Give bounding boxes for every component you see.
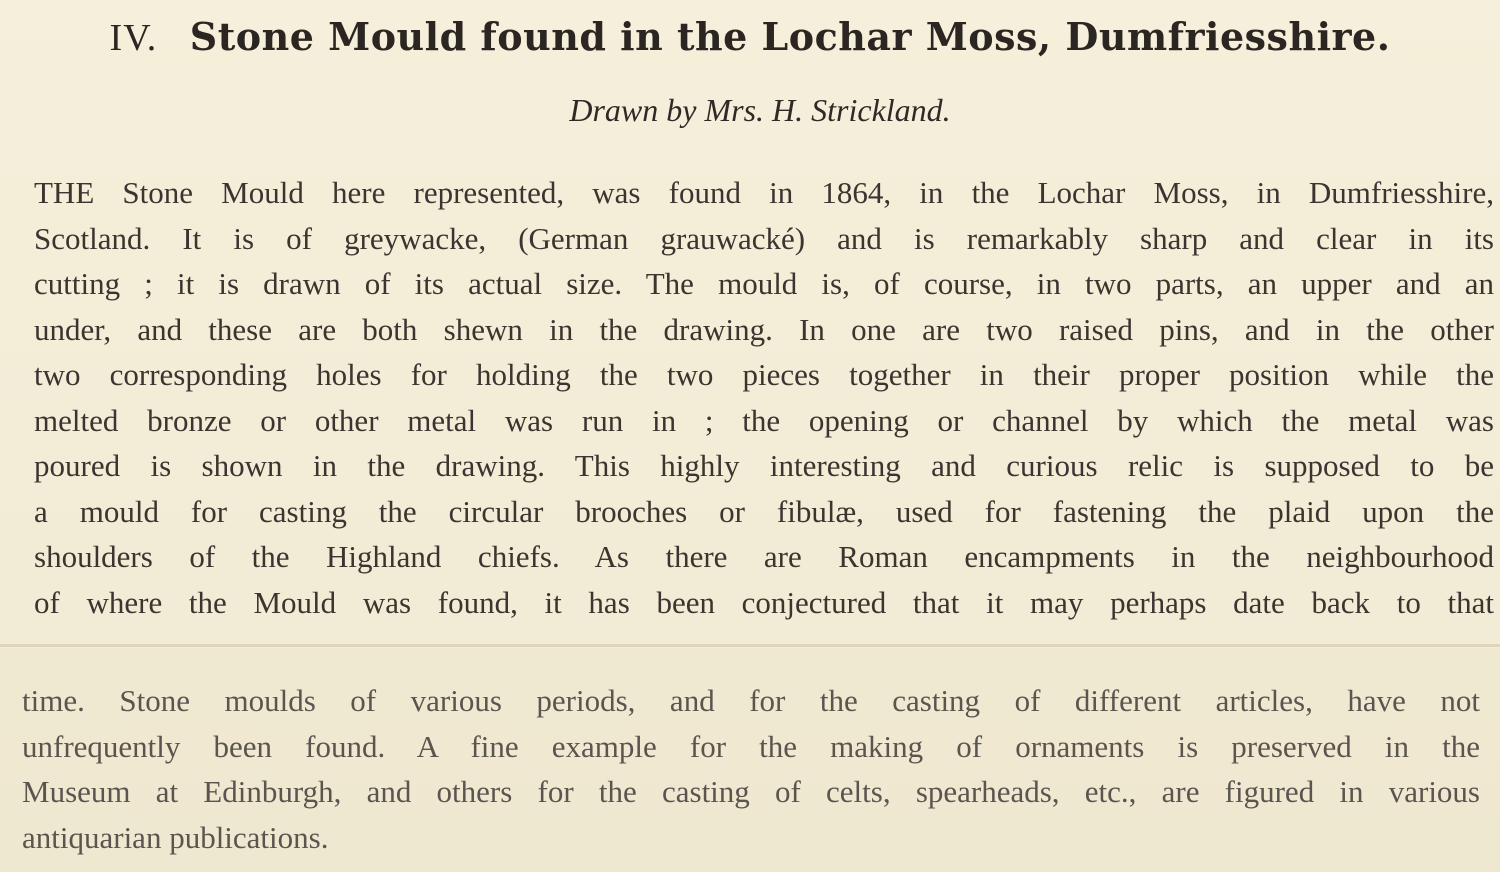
article-title: Stone Mould found in the Lochar Moss, Dumfriesshire. xyxy=(189,14,1391,59)
text-line: a mould for casting the circular brooches or fibulæ, used for fastening the plaid upon the xyxy=(34,493,1494,529)
text-line: THE Stone Mould here represented, was found in 1864, in the Lochar Moss, in Dumfriesshire, xyxy=(34,175,1494,210)
text-line: melted bronze or other metal was run in ; the opening or channel by which the metal was xyxy=(34,402,1494,438)
body-paragraph-lower xyxy=(22,678,1480,860)
text-line: of where the Mould was found, it has been conjectured that it may perhaps date back to that xyxy=(34,584,1494,620)
text-line: Museum at Edinburgh, and others for the casting of celts, spearheads, etc., are figured in various xyxy=(22,774,1480,809)
text-line: unfrequently been found. A fine example for the making of ornaments is preserved in the xyxy=(22,728,1480,764)
article-heading xyxy=(0,14,1500,60)
text-line: two corresponding holes for holding the two pieces together in their proper position while the xyxy=(34,357,1494,392)
text-line: Scotland. It is of greywacke, (German grauwacké) and is remarkably sharp and clear in its xyxy=(34,220,1494,256)
text-line: shoulders of the Highland chiefs. As there are Roman encampments in the neighbourhood xyxy=(34,539,1494,574)
text-line: under, and these are both shewn in the drawing. In one are two raised pins, and in the other xyxy=(34,311,1494,347)
text-line: cutting ; it is drawn of its actual size. The mould is, of course, in two parts, an upper and an xyxy=(34,266,1494,301)
page-fold-divider xyxy=(0,644,1500,647)
text-line: poured is shown in the drawing. This highly interesting and curious relic is supposed to be xyxy=(34,448,1494,483)
section-numeral: IV. xyxy=(109,17,158,59)
text-line: time. Stone moulds of various periods, and for the casting of different articles, have not xyxy=(22,683,1480,718)
body-paragraph-upper xyxy=(34,170,1494,625)
illustrator-byline: Drawn by Mrs. H. Strickland. xyxy=(569,92,951,128)
text-line: antiquarian publications. xyxy=(22,819,329,855)
